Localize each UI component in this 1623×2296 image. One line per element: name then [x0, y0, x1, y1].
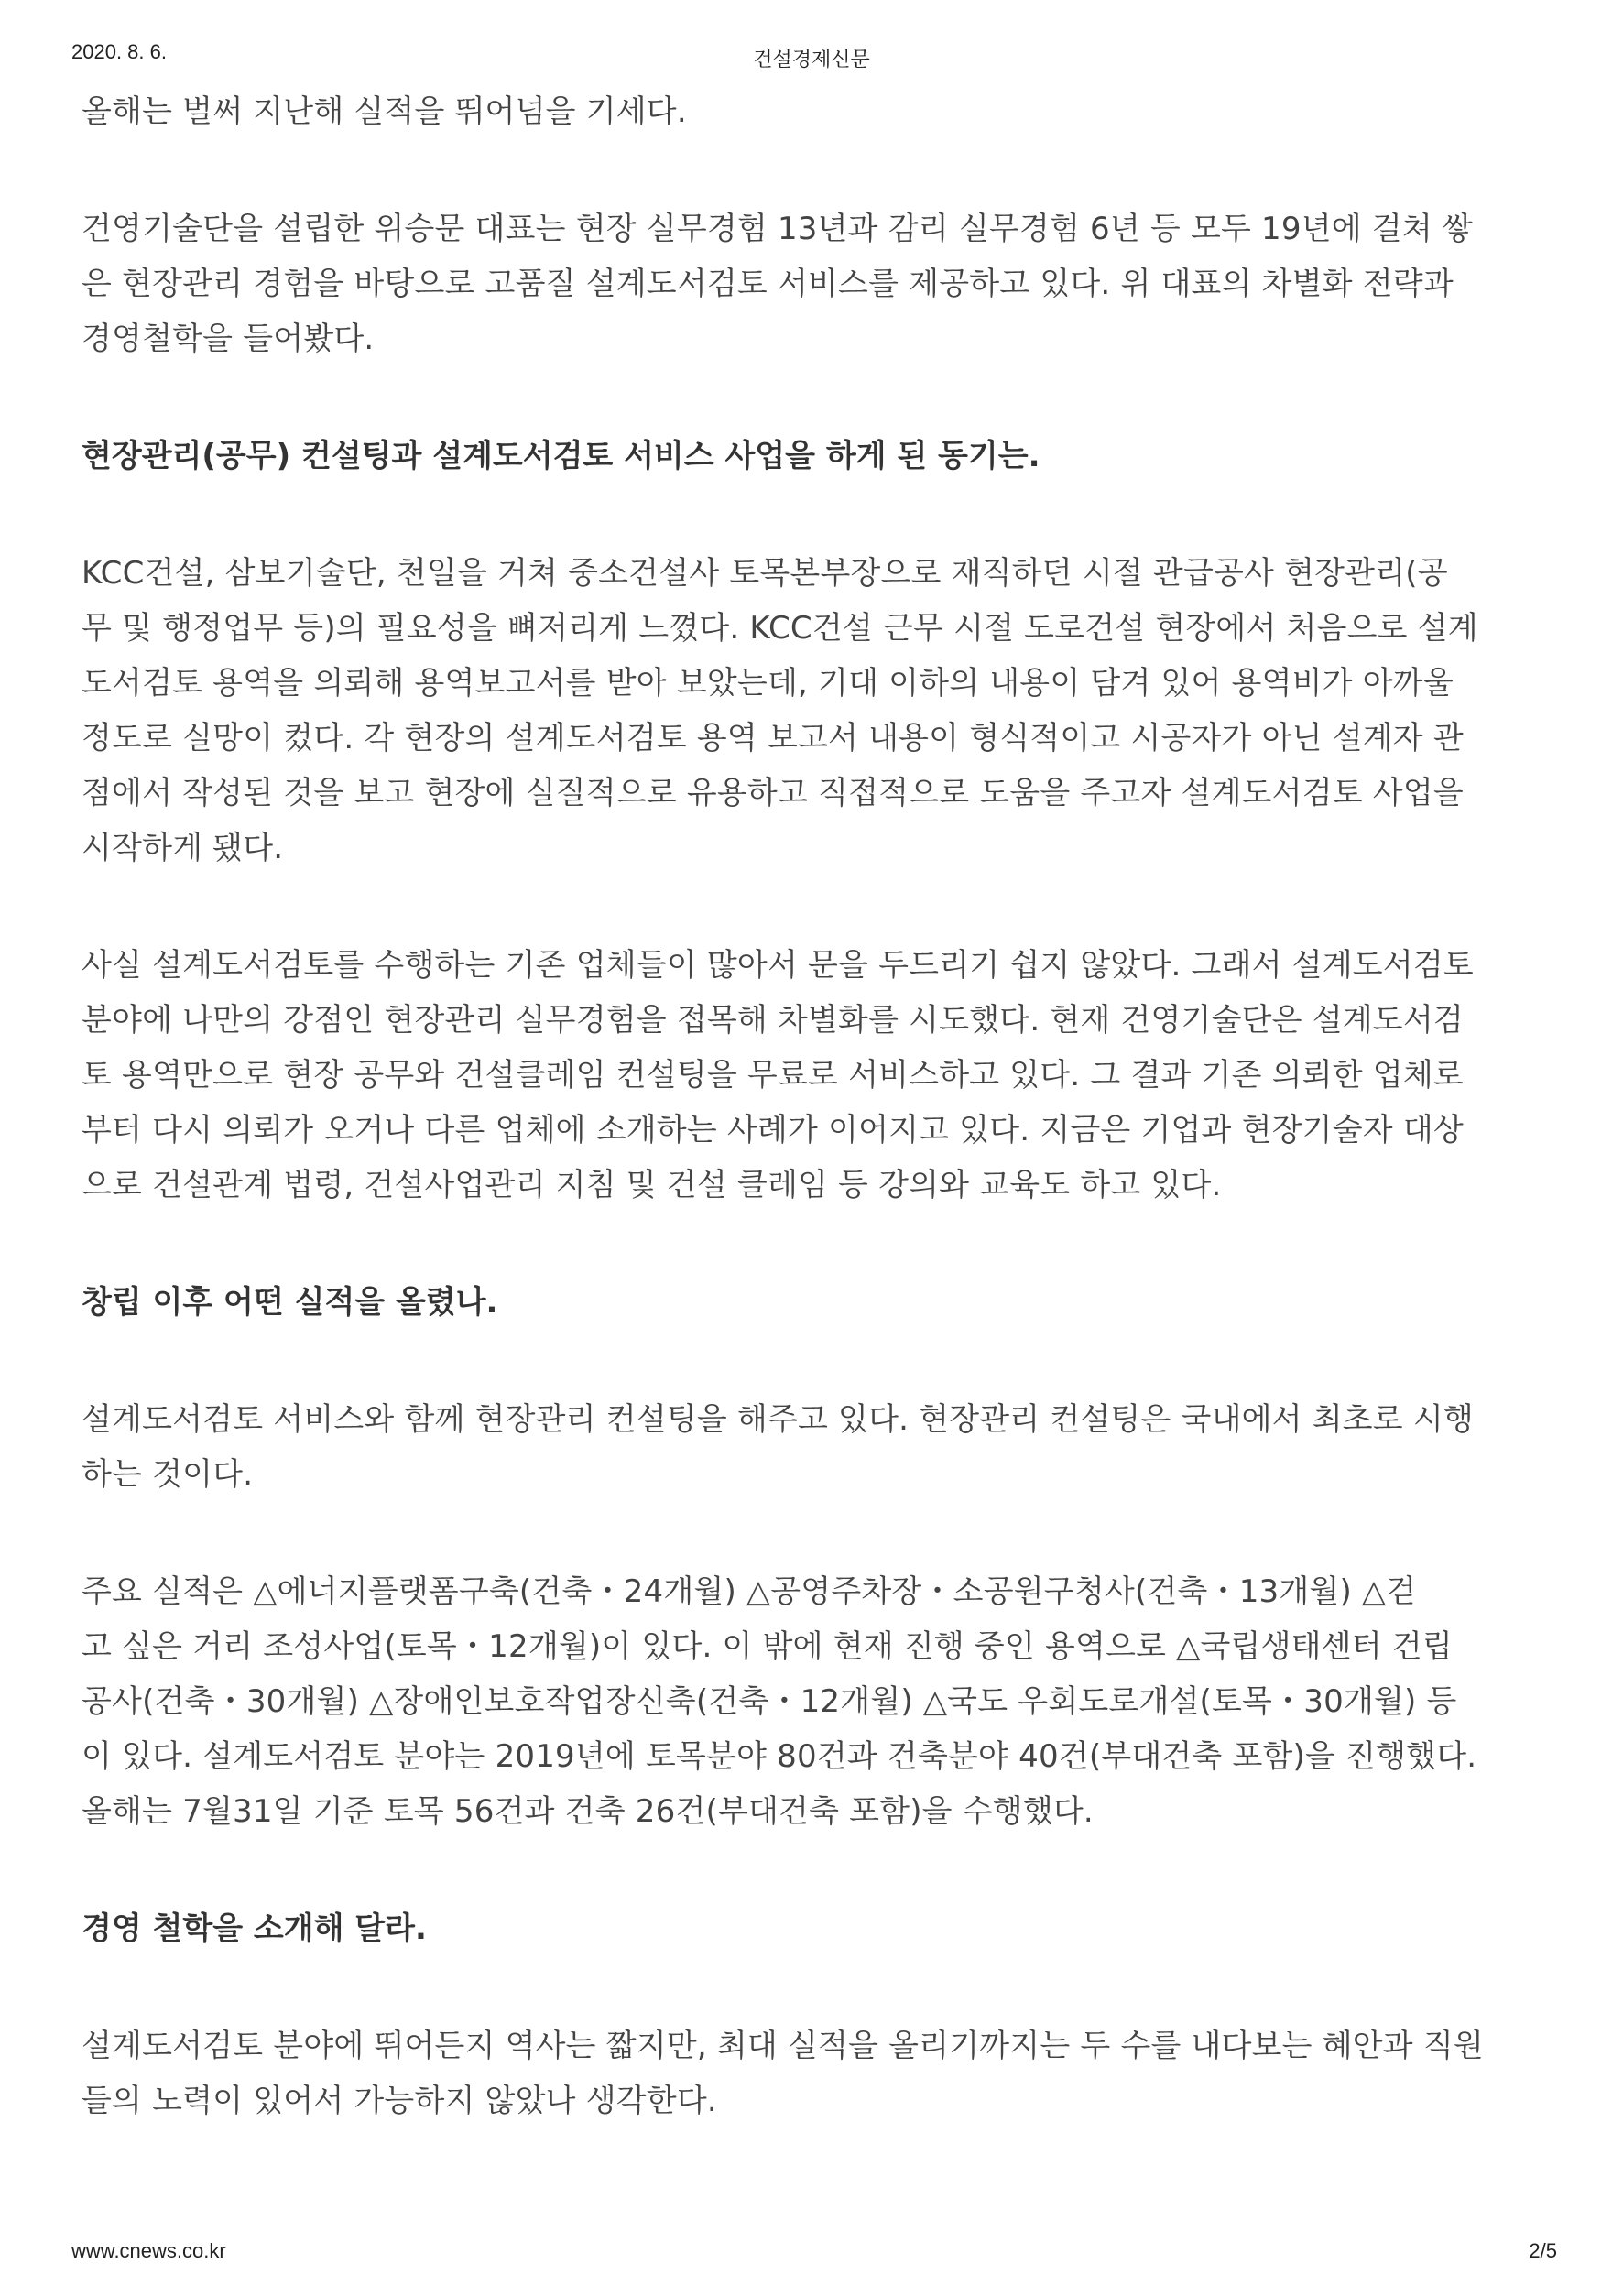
article-paragraph: 올해는 벌써 지난해 실적을 뛰어넘을 기세다. — [82, 93, 687, 130]
interview-question: 경영 철학을 소개해 달라. — [82, 1910, 427, 1947]
page-number: 2/5 — [1529, 2239, 1557, 2262]
article-body — [82, 84, 1547, 2128]
article-paragraph: 설계도서검토 서비스와 함께 현장관리 컨설팅을 해주고 있다. 현장관리 컨설팅은 국내에서 최초로 시행 하는 것이다. — [82, 1401, 1474, 1493]
print-date: 2020. 8. 6. — [71, 40, 167, 63]
print-source-title: 건설경제신문 — [753, 49, 870, 71]
article-paragraph: KCC건설, 삼보기술단, 천일을 거쳐 중소건설사 토목본부장으로 재직하던 시절 관급공사 현장관리(공 무 및 행정업무 등)의 필요성을 뼈저리게 느꼈다. KCC건설 근무 시절 도로건설 현장에서 처음으로 설계 도서검토 용역을 의뢰해 용역보고서를 받아 보았는데, 기대 이하의 내용이 담겨 있어 용역비가 아까울 정도로 실망이 컸다. 각 현장의 설계도서검토 용역 보고서 내용이 형식적이고 시공자가 아닌 설계자 관 점에서 작성된 것을 보고 현장에 실질적으로 유용하고 직접적으로 도움을 주고자 설계도서검토 사업을 시작하게 됐다. — [82, 555, 1478, 866]
interview-question: 창립 이후 어떤 실적을 올렸나. — [82, 1284, 498, 1321]
print-footer-url: www.cnews.co.kr — [71, 2239, 226, 2262]
article-paragraph: 설계도서검토 분야에 뛰어든지 역사는 짧지만, 최대 실적을 올리기까지는 두 수를 내다보는 혜안과 직원 들의 노력이 있어서 가능하지 않았나 생각한다. — [82, 2028, 1484, 2119]
article-paragraph: 사실 설계도서검토를 수행하는 기존 업체들이 많아서 문을 두드리기 쉽지 않았다. 그래서 설계도서검토 분야에 나만의 강점인 현장관리 실무경험을 접목해 차별화를 시도했다. 현재 건영기술단은 설계도서검 토 용역만으로 현장 공무와 건설클레임 컨설팅을 무료로 서비스하고 있다. 그 결과 기존 의뢰한 업체로 부터 다시 의뢰가 오거나 다른 업체에 소개하는 사례가 이어지고 있다. 지금은 기업과 현장기술자 대상 으로 건설관계 법령, 건설사업관리 지침 및 건설 클레임 등 강의와 교육도 하고 있다. — [82, 947, 1474, 1203]
article-paragraph: 건영기술단을 설립한 위승문 대표는 현장 실무경험 13년과 감리 실무경험 6년 등 모두 19년에 걸쳐 쌓 은 현장관리 경험을 바탕으로 고품질 설계도서검토 서비스를 제공하고 있다. 위 대표의 차별화 전략과 경영철학을 들어봤다. — [82, 211, 1473, 357]
interview-question: 현장관리(공무) 컨설팅과 설계도서검토 서비스 사업을 하게 된 동기는. — [82, 438, 1040, 474]
article-paragraph: 주요 실적은 △에너지플랫폼구축(건축・24개월) △공영주차장・소공원구청사(건축・13개월) △걷 고 싶은 거리 조성사업(토목・12개월)이 있다. 이 밖에 현재 진행 중인 용역으로 △국립생태센터 건립 공사(건축・30개월) △장애인보호작업장신축(건축・12개월) △국도 우회도로개설(토목・30개월) 등 이 있다. 설계도서검토 분야는 2019년에 토목분야 80건과 건축분야 40건(부대건축 포함)을 진행했다. 올해는 7월31일 기준 토목 56건과 건축 26건(부대건축 포함)을 수행했다. — [82, 1573, 1477, 1830]
